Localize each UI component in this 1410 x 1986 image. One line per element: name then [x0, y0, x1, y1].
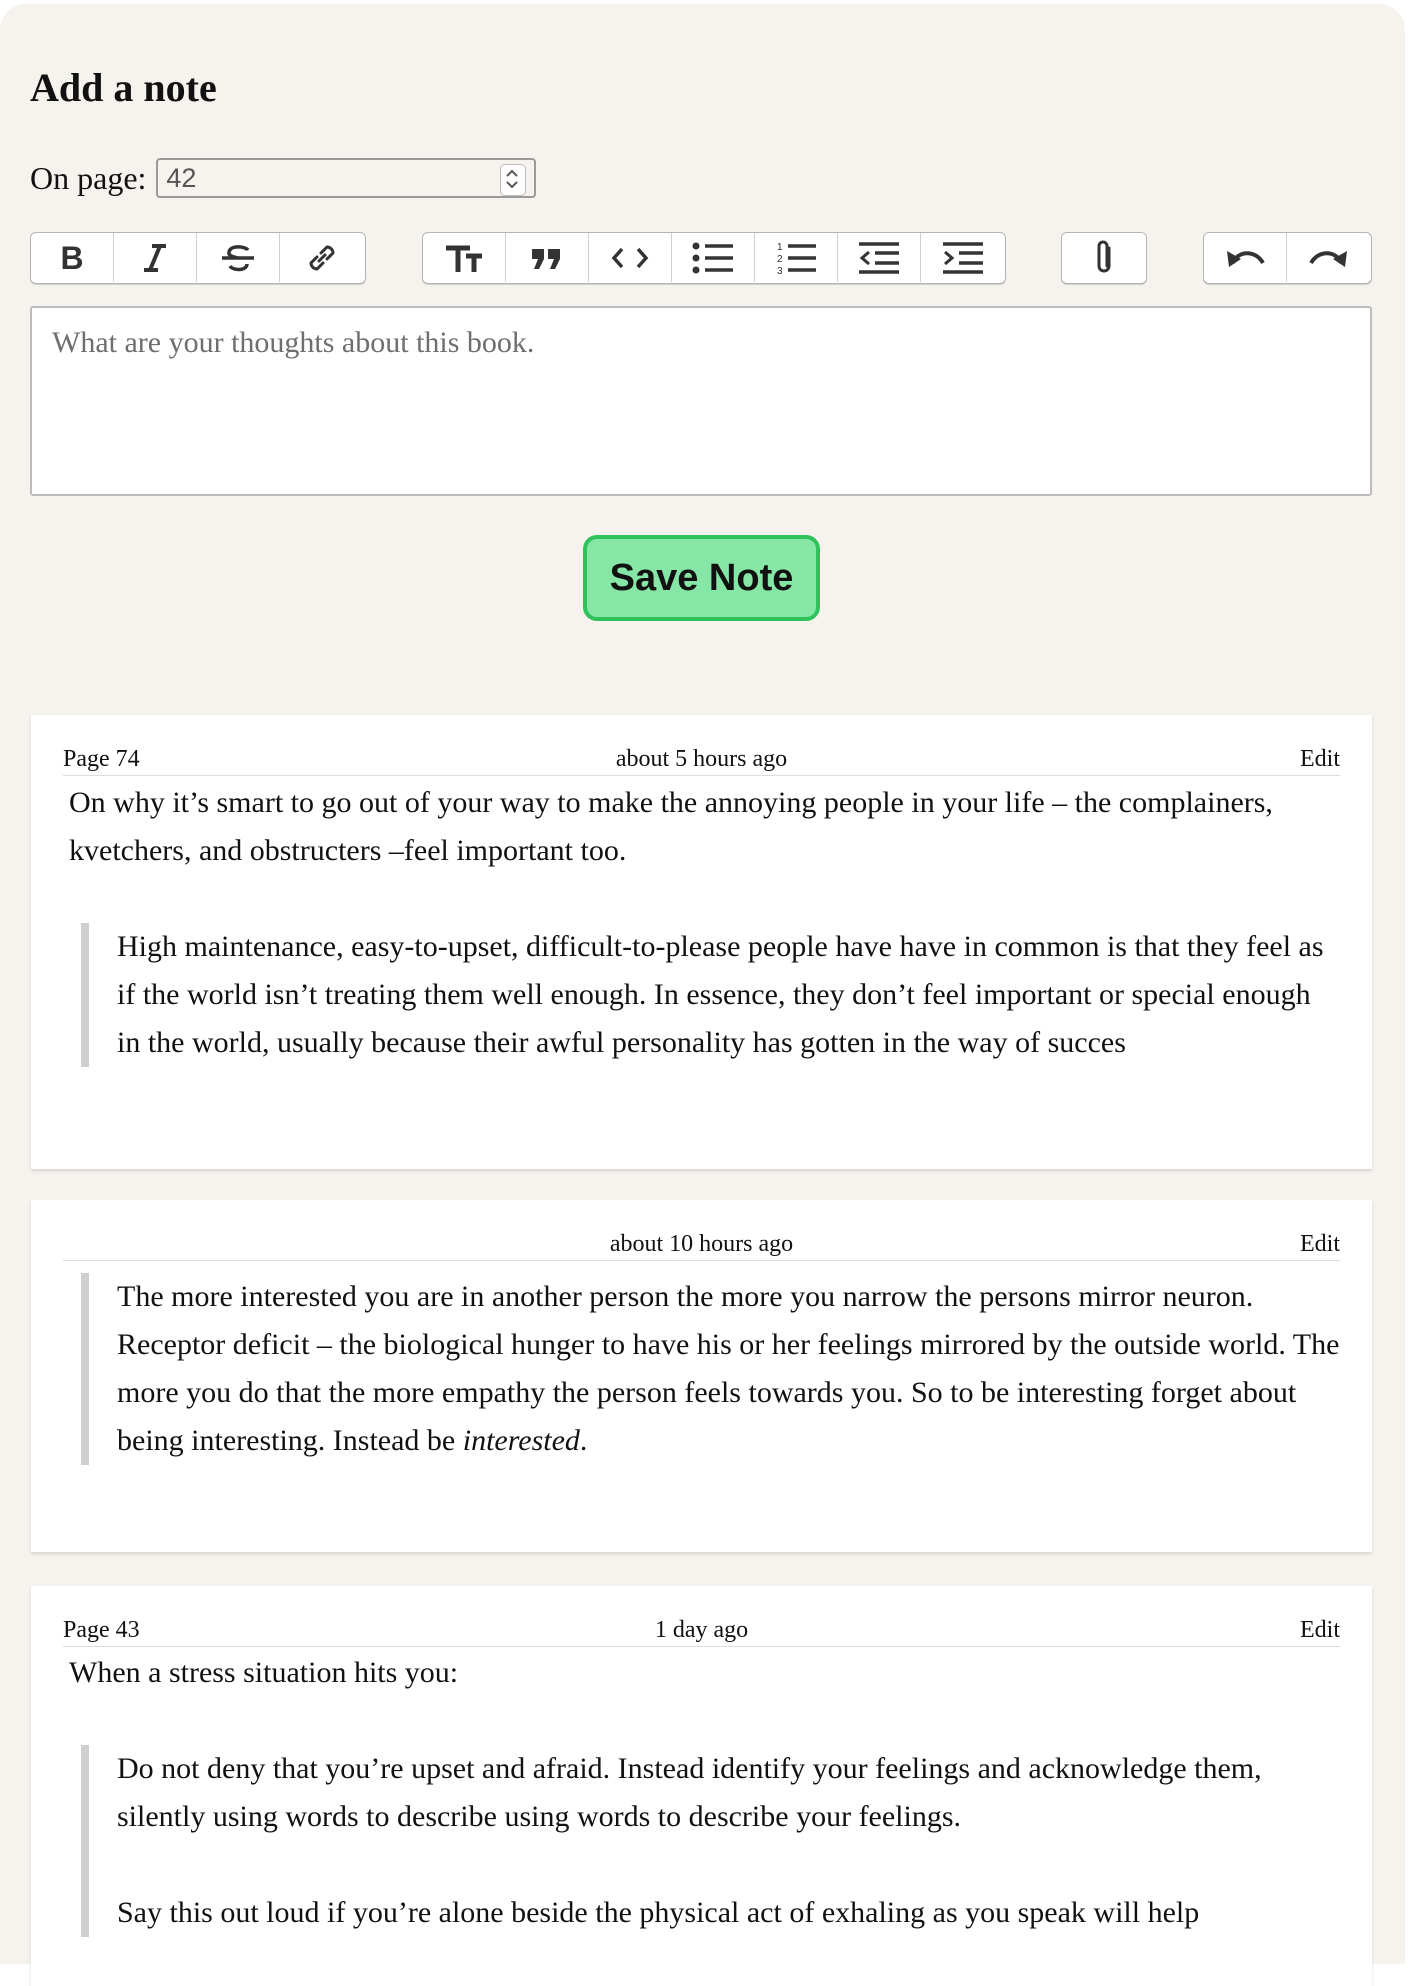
note-edit-link[interactable]: Edit	[1300, 1231, 1340, 1257]
quote-text: High maintenance, easy-to-upset, difficult-to-please people have have in common is that they feel as if the world isn’t treating them well enough. In essence, they don’t feel important or special enough in the world, usually because their awful personality has gotten in the way of succes	[117, 930, 1324, 1059]
bold-button[interactable]	[31, 233, 114, 282]
link-icon	[303, 239, 341, 277]
attach-icon	[1091, 238, 1117, 278]
italic-button[interactable]	[114, 233, 197, 282]
note-header	[63, 1200, 1340, 1261]
quote-icon	[530, 245, 564, 271]
note-card	[31, 1200, 1372, 1552]
note-text: When a stress situation hits you:	[69, 1656, 459, 1689]
svg-text:2: 2	[777, 253, 783, 265]
note-edit-link[interactable]: Edit	[1300, 746, 1340, 772]
note-timestamp: 1 day ago	[654, 1617, 749, 1643]
indent-button[interactable]	[921, 233, 1004, 282]
link-button[interactable]	[280, 233, 363, 282]
bold-icon	[57, 242, 87, 274]
numbered-list-button[interactable]	[755, 233, 838, 282]
code-button[interactable]	[589, 233, 672, 282]
toolbar-attach-group	[1061, 232, 1147, 284]
bullet-list-icon	[691, 240, 735, 276]
note-page: Page 74	[63, 746, 140, 772]
undo-button[interactable]	[1204, 233, 1287, 282]
outdent-icon	[857, 240, 901, 276]
toolbar-text-group	[30, 232, 366, 284]
quote-text: The more interested you are in another person the more you narrow the persons mirror neuron. Receptor deficit – the biological hunger to have his or her feelings mirrored by the outside world. The more you do that the more empathy the person feels towards you. So to be interesting forget about being interesting. Instead be interested.	[117, 1280, 1340, 1457]
page-number-value: 42	[166, 162, 197, 193]
note-blockquote	[81, 1273, 1340, 1465]
svg-text:B: B	[60, 241, 84, 274]
heading-button[interactable]	[423, 233, 506, 282]
svg-text:1: 1	[777, 241, 783, 253]
note-header	[63, 715, 1340, 776]
code-icon	[610, 245, 650, 271]
note-timestamp: about 10 hours ago	[609, 1231, 794, 1257]
bullet-list-button[interactable]	[672, 233, 755, 282]
number-stepper-icon[interactable]	[500, 164, 526, 196]
note-card	[31, 1586, 1372, 1986]
outdent-button[interactable]	[838, 233, 921, 282]
note-page: Page 43	[63, 1617, 140, 1643]
toolbar-block-group	[422, 232, 1006, 284]
note-card	[31, 715, 1372, 1169]
note-body	[63, 1273, 1340, 1465]
page-number-label: On page:	[30, 159, 147, 196]
quote-text: Do not deny that you’re upset and afraid. Instead identify your feelings and acknowledge them, silently using words to describe using words to describe your feelings.	[117, 1752, 1262, 1833]
quote-button[interactable]	[506, 233, 589, 282]
note-edit-link[interactable]: Edit	[1300, 1617, 1340, 1643]
note-timestamp: about 5 hours ago	[615, 746, 788, 772]
note-editor[interactable]	[30, 306, 1372, 496]
numbered-list-icon	[774, 240, 818, 276]
strikethrough-button[interactable]	[197, 233, 280, 282]
save-note-button[interactable]: Save Note	[583, 535, 820, 621]
page-number-row	[30, 156, 536, 200]
heading-icon	[444, 242, 484, 274]
note-blockquote	[81, 923, 1340, 1067]
redo-button[interactable]	[1287, 233, 1370, 282]
indent-icon	[941, 240, 985, 276]
note-blockquote	[81, 1745, 1340, 1937]
strikethrough-icon	[218, 242, 258, 274]
attach-button[interactable]	[1062, 233, 1145, 282]
toolbar-history-group	[1203, 232, 1372, 284]
note-text: On why it’s smart to go out of your way to make the annoying people in your life – the complainers, kvetchers, and obstructers –feel important too.	[69, 786, 1273, 867]
svg-text:3: 3	[777, 265, 783, 276]
quote-text: Say this out loud if you’re alone beside the physical act of exhaling as you speak will help	[117, 1896, 1200, 1929]
redo-icon	[1307, 243, 1351, 273]
italic-icon	[140, 242, 170, 274]
page-number-input[interactable]	[156, 158, 536, 198]
note-header	[63, 1586, 1340, 1647]
note-body	[63, 1649, 1340, 1937]
page-title: Add a note	[30, 65, 217, 110]
notes-panel	[0, 4, 1405, 1964]
note-body	[63, 779, 1340, 1067]
undo-icon	[1223, 243, 1267, 273]
